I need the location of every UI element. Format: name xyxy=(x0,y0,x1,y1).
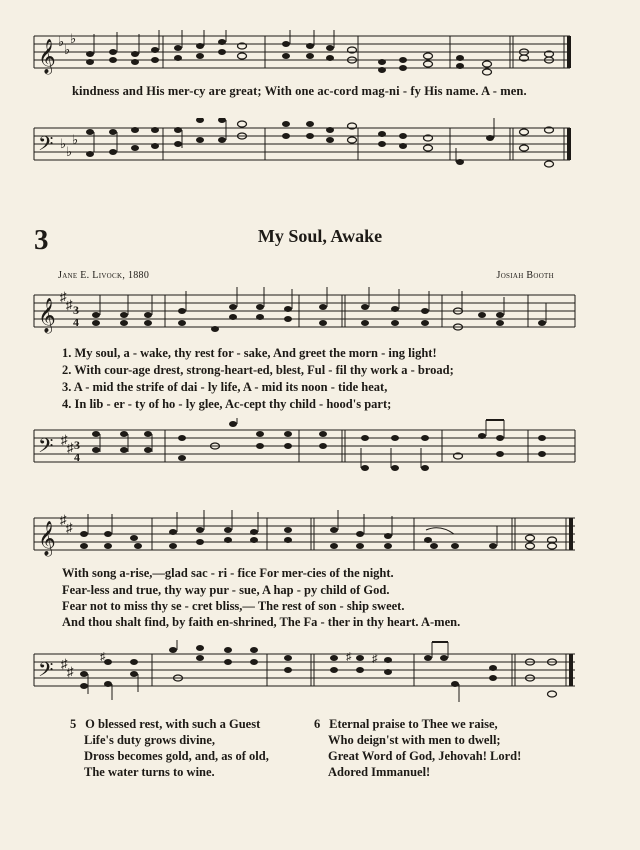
stanza-6 xyxy=(314,716,521,780)
svg-text:♯: ♯ xyxy=(346,651,352,663)
top-bass-staff xyxy=(30,118,575,174)
stanza-line: Eternal praise to Thee we raise, xyxy=(329,717,498,731)
svg-text:4: 4 xyxy=(73,315,79,329)
svg-text:♯: ♯ xyxy=(67,440,74,455)
stanza-line: Adored Immanuel! xyxy=(328,765,431,779)
stanza-5 xyxy=(70,716,269,780)
stanza-line: Who deign'st with men to dwell; xyxy=(328,733,501,747)
svg-text:♭: ♭ xyxy=(58,34,65,49)
stanza-line: Great Word of God, Jehovah! Lord! xyxy=(328,749,522,763)
svg-text:♯: ♯ xyxy=(66,520,73,535)
svg-text:♯: ♯ xyxy=(100,651,106,663)
system2-bass-staff xyxy=(30,640,580,706)
system1-treble-staff xyxy=(30,287,580,337)
system2-verse-line: Fear-less and true, thy way pur - sue, A hap - py child of God. xyxy=(62,583,390,597)
svg-text:𝄞: 𝄞 xyxy=(38,298,56,333)
stanza-line: Life's duty grows divine, xyxy=(84,733,216,747)
system1-verse-line: 1. My soul, a - wake, thy rest for - sake, And greet the morn - ing light! xyxy=(62,346,437,360)
system1-verse-line: 4. In lib - er - ty of ho - ly glee, Ac-cept thy child - hood's part; xyxy=(62,397,392,411)
system1-verse-line: 3. A - mid the strife of dai - ly life, A - mid its noon - tide heat, xyxy=(62,380,388,394)
hymn-title: My Soul, Awake xyxy=(257,226,383,246)
svg-text:♯: ♯ xyxy=(67,664,74,679)
system2-verse-line: With song a-rise,—glad sac - ri - fice For mer-cies of the night. xyxy=(62,566,394,580)
svg-text:3: 3 xyxy=(73,303,79,317)
svg-text:𝄢: 𝄢 xyxy=(38,658,54,686)
top-lyric-line: kindness and His mer-cy are great; With one ac-cord mag-ni - fy His name. A - men. xyxy=(72,84,527,98)
hymn-number: 3 xyxy=(34,224,49,256)
svg-text:♯: ♯ xyxy=(372,653,378,665)
svg-text:♯: ♯ xyxy=(60,289,67,304)
svg-text:♭: ♭ xyxy=(72,132,79,147)
svg-text:𝄞: 𝄞 xyxy=(38,521,56,556)
system1-verse-line: 2. With cour-age drest, strong-heart-ed, blest, Ful - fil thy work a - broad; xyxy=(62,363,454,377)
svg-text:3: 3 xyxy=(74,438,80,452)
composer-credit: Josiah Booth xyxy=(496,270,554,281)
svg-text:♭: ♭ xyxy=(60,136,67,151)
stanza-number: 6 xyxy=(314,717,321,731)
author-credit: Jane E. Livock, 1880 xyxy=(58,270,150,281)
stanza-number: 5 xyxy=(70,717,77,731)
stanza-line: The water turns to wine. xyxy=(84,765,215,779)
svg-text:4: 4 xyxy=(74,450,80,464)
svg-text:♯: ♯ xyxy=(61,656,68,671)
stanza-line: O blessed rest, with such a Guest xyxy=(85,717,261,731)
svg-text:𝄞: 𝄞 xyxy=(38,39,56,74)
system1-bass-staff xyxy=(30,418,580,480)
system2-verse-line: Fear not to miss thy se - cret bliss,— The rest of son - ship sweet. xyxy=(62,599,405,613)
svg-text:♭: ♭ xyxy=(70,31,77,46)
svg-text:♭: ♭ xyxy=(66,144,73,159)
system2-treble-staff xyxy=(30,510,580,560)
svg-text:𝄢: 𝄢 xyxy=(38,434,54,462)
svg-text:♯: ♯ xyxy=(60,512,67,527)
top-treble-staff xyxy=(30,30,575,80)
svg-text:♭: ♭ xyxy=(64,42,71,57)
svg-text:♯: ♯ xyxy=(66,297,73,312)
stanza-line: Dross becomes gold, and, as of old, xyxy=(84,749,269,763)
svg-text:𝄢: 𝄢 xyxy=(38,132,54,160)
system2-verse-line: And thou shalt find, by faith en-shrined, The Fa - ther in thy heart. A-men. xyxy=(62,615,461,629)
svg-text:♯: ♯ xyxy=(61,432,68,447)
